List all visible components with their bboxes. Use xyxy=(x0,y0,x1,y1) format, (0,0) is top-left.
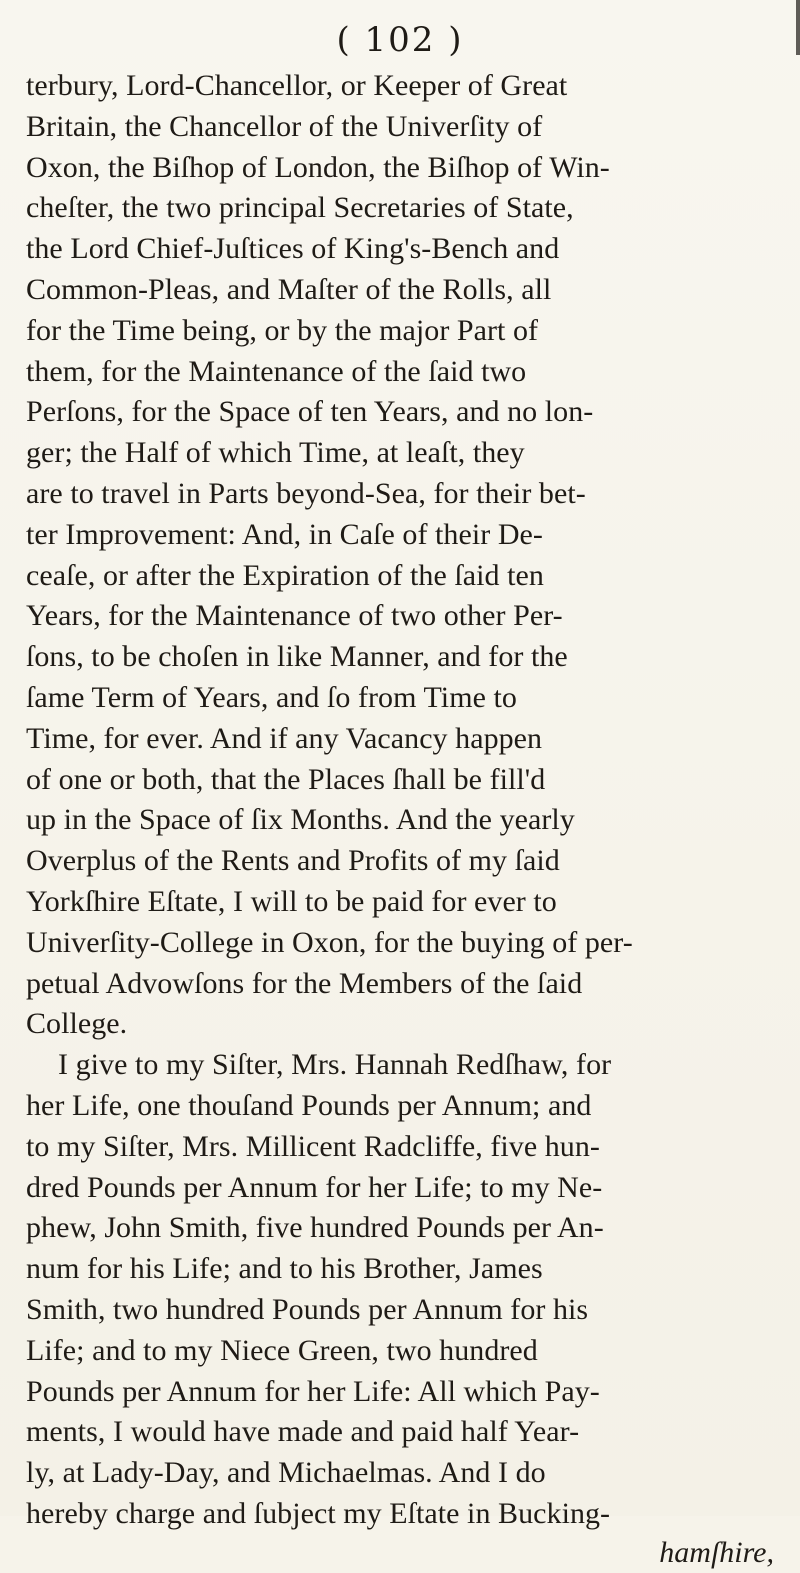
body-text xyxy=(26,66,774,1535)
paragraph-2-line-3: to my Siſter, Mrs. Millicent Radcliffe, five hun- xyxy=(26,1129,600,1163)
paragraph-1-line-17: Time, for ever. And if any Vacancy happen xyxy=(26,721,543,755)
paragraph-1-line-21: Yorkſhire Eſtate, I will to be paid for ever to xyxy=(26,884,557,918)
paragraph-1-line-13: ceaſe, or after the Expiration of the ſaid ten xyxy=(26,558,544,592)
paragraph-2-line-5: phew, John Smith, five hundred Pounds per An- xyxy=(26,1211,604,1245)
paragraph-1-line-1: terbury, Lord-Chancellor, or Keeper of Great xyxy=(26,69,568,102)
paragraph-1-line-5: the Lord Chief-Juſtices of King's-Bench and xyxy=(26,232,560,266)
paragraph-2-line-9: Pounds per Annum for her Life: All which Pay- xyxy=(26,1374,600,1408)
paragraph-2-line-1: I give to my Siſter, Mrs. Hannah Redſhaw, for xyxy=(58,1048,612,1082)
page-edge-mark xyxy=(796,0,800,55)
paragraph-1-line-11: are to travel in Parts beyond-Sea, for their bet- xyxy=(26,476,586,510)
paragraph-1-line-7: for the Time being, or by the major Part of xyxy=(26,313,539,347)
paragraph-1-line-3: Oxon, the Biſhop of London, the Biſhop of Win- xyxy=(26,150,610,184)
paragraph-1-line-23: petual Advowſons for the Members of the ſaid xyxy=(26,966,583,1000)
paragraph-1-line-16: ſame Term of Years, and ſo from Time to xyxy=(26,680,517,714)
paragraph-1-line-24: College. xyxy=(26,1007,128,1041)
paragraph-2-line-4: dred Pounds per Annum for her Life; to my Ne- xyxy=(26,1170,603,1204)
paragraph-1-line-2: Britain, the Chancellor of the Univerſity of xyxy=(26,109,543,143)
paragraph-1-line-6: Common-Pleas, and Maſter of the Rolls, all xyxy=(26,272,552,306)
paragraph-2-line-11: ly, at Lady-Day, and Michaelmas. And I do xyxy=(26,1456,546,1490)
paragraph-1-line-20: Overplus of the Rents and Profits of my ſaid xyxy=(26,844,560,878)
paragraph-2-line-6: num for his Life; and to his Brother, James xyxy=(26,1252,543,1286)
paragraph-2-line-7: Smith, two hundred Pounds per Annum for his xyxy=(26,1292,589,1326)
paragraph-1-line-15: ſons, to be choſen in like Manner, and for the xyxy=(26,640,568,674)
paragraph-2-line-8: Life; and to my Niece Green, two hundred xyxy=(26,1333,538,1367)
paragraph-1-line-9: Perſons, for the Space of ten Years, and no lon- xyxy=(26,395,594,429)
paragraph-1-line-19: up in the Space of ſix Months. And the yearly xyxy=(26,803,575,837)
paragraph-2-line-10: ments, I would have made and paid half Year- xyxy=(26,1415,580,1449)
paragraph-2-line-12: hereby charge and ſubject my Eſtate in Bucking- xyxy=(26,1496,611,1530)
paragraph-1-line-12: ter Improvement: And, in Caſe of their De- xyxy=(26,517,543,551)
paragraph-1-line-4: cheſter, the two principal Secretaries of State, xyxy=(26,191,574,225)
paragraph-1-line-10: ger; the Half of which Time, at leaſt, they xyxy=(26,436,525,470)
paragraph-2-line-2: her Life, one thouſand Pounds per Annum; and xyxy=(26,1088,592,1122)
catchword: hamſhire, xyxy=(659,1535,774,1569)
page-number: ( 102 ) xyxy=(336,20,464,60)
paragraph-1-line-18: of one or both, that the Places ſhall be fill'd xyxy=(26,762,546,796)
paragraph-1-line-22: Univerſity-College in Oxon, for the buying of per- xyxy=(26,925,633,959)
paragraph-1-line-8: them, for the Maintenance of the ſaid two xyxy=(26,354,527,388)
paragraph-1-line-14: Years, for the Maintenance of two other Per- xyxy=(26,599,563,633)
